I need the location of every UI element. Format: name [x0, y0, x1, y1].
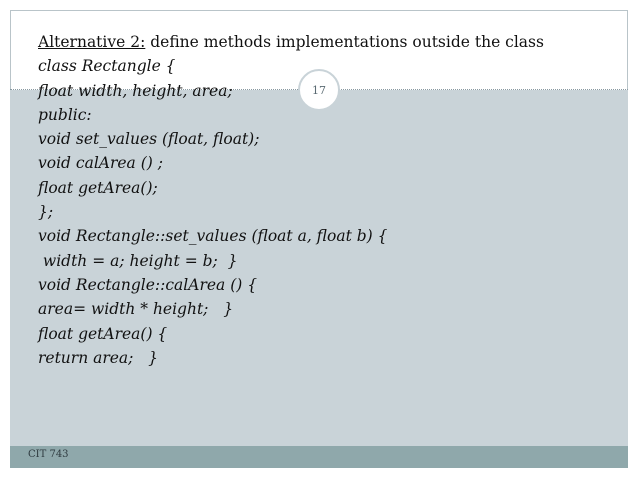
- code-line: void set_values (float, float);: [38, 130, 260, 149]
- heading-text: define methods implementations outside the class: [145, 33, 544, 51]
- code-line: public:: [38, 105, 92, 124]
- code-line: void Rectangle::calArea () {: [38, 275, 258, 294]
- code-line: void Rectangle::set_values (float a, float b) {: [38, 227, 388, 246]
- heading-label: Alternative 2:: [38, 33, 146, 51]
- heading-line: [38, 30, 608, 54]
- code-line: width = a; height = b; }: [38, 251, 238, 270]
- footer-bar: [10, 446, 628, 468]
- code-line: float width, height, area;: [38, 81, 233, 100]
- code-line: float getArea() {: [38, 324, 168, 343]
- code-line: float getArea();: [38, 178, 158, 197]
- footer-course-code: CIT 743: [28, 449, 69, 460]
- code-line: };: [38, 203, 54, 222]
- code-line: void calArea () ;: [38, 154, 163, 173]
- code-line: return area; }: [38, 348, 159, 367]
- page-number-badge: 17: [298, 69, 340, 111]
- code-line: area= width * height; }: [38, 300, 234, 319]
- code-line: class Rectangle {: [38, 57, 176, 76]
